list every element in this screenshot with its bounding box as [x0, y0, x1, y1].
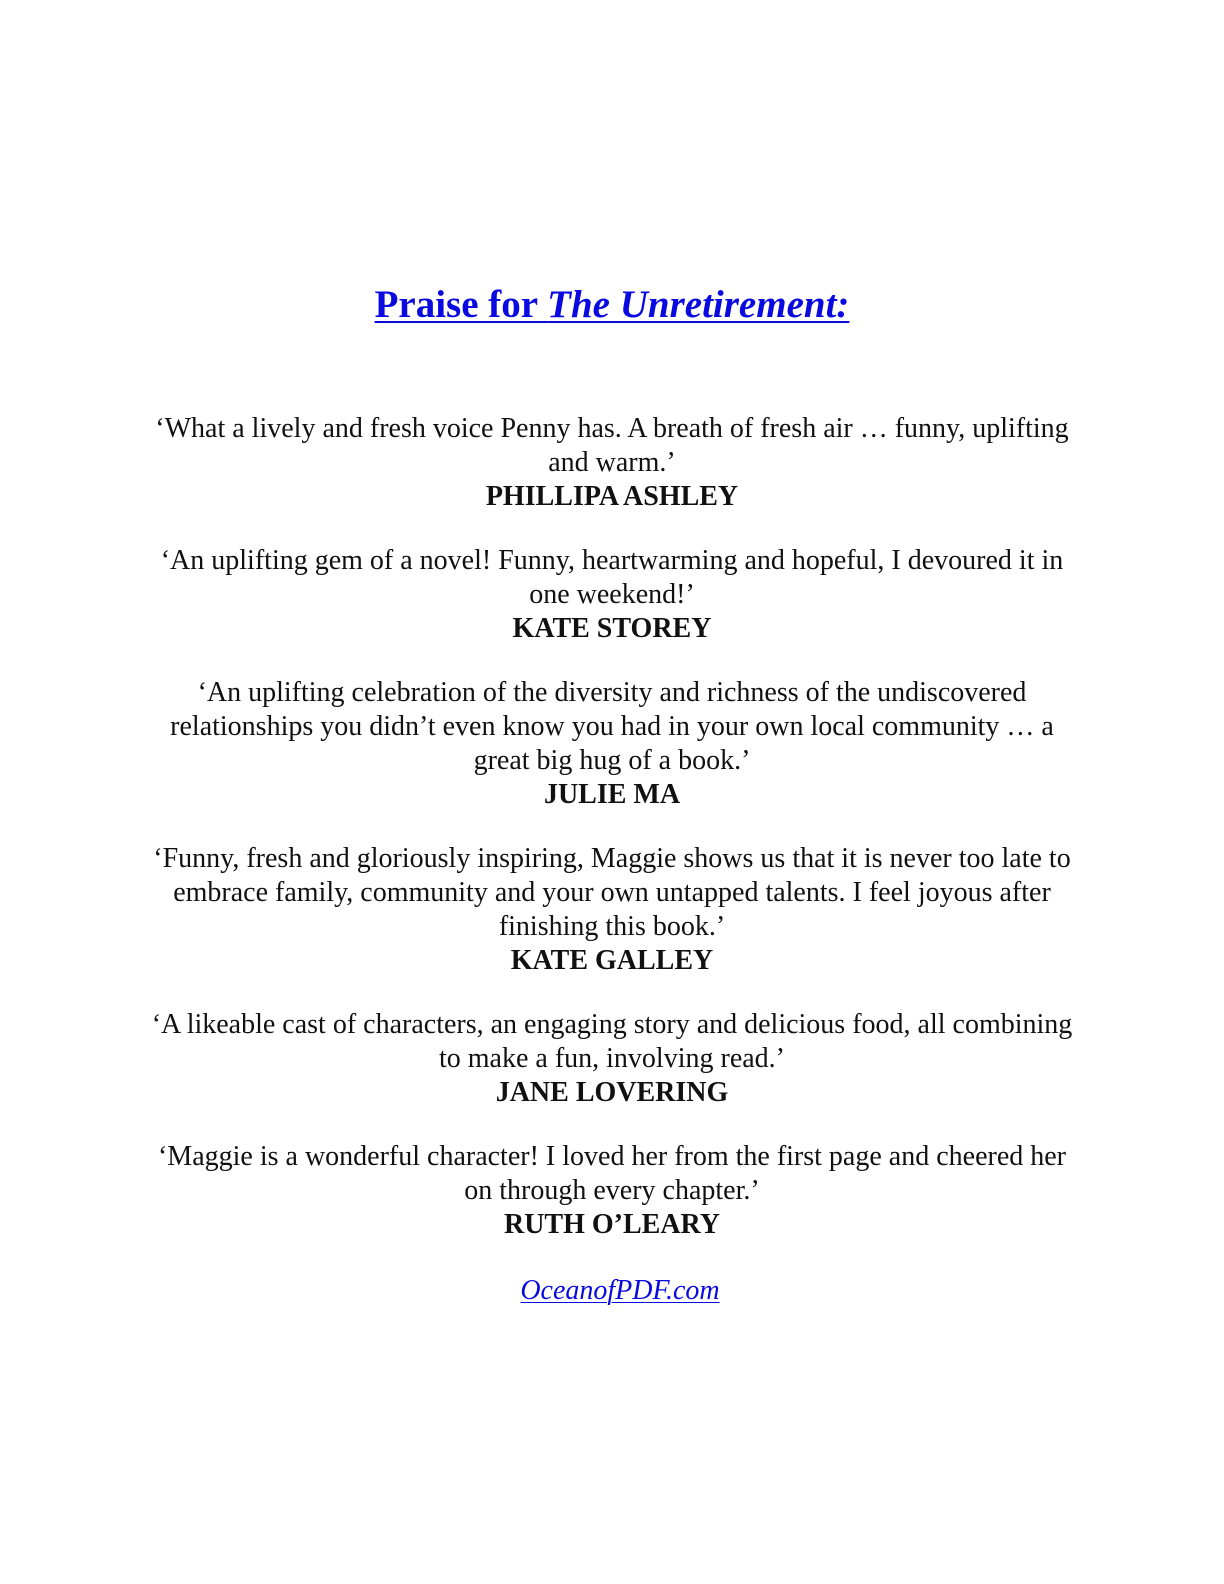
praise-quote — [150, 1008, 1074, 1110]
quote-text: ‘A likeable cast of characters, an engaging story and delicious food, all combining to make a fun, involving read.’ — [151, 1009, 1073, 1074]
page-heading — [0, 282, 1224, 328]
praise-quote — [150, 412, 1074, 514]
quote-text: ‘An uplifting celebration of the diversity and richness of the undiscovered relationships you didn’t even know you had in your own local community … a great big hug of a book.’ — [170, 677, 1054, 776]
heading-prefix: Praise for — [374, 283, 548, 326]
quote-author: KATE GALLEY — [510, 945, 714, 976]
source-link[interactable]: OceanofPDF.com — [520, 1275, 720, 1306]
praise-quotes-list — [150, 412, 1074, 1272]
quote-text: ‘An uplifting gem of a novel! Funny, heartwarming and hopeful, I devoured it in one weekend!’ — [160, 545, 1064, 610]
quote-author: KATE STOREY — [512, 613, 712, 644]
quote-author: JULIE MA — [543, 779, 681, 810]
praise-quote — [150, 676, 1074, 812]
quote-author: JANE LOVERING — [495, 1077, 729, 1108]
quote-text: ‘Funny, fresh and gloriously inspiring, Maggie shows us that it is never too late to embrace family, community and your own untapped talents. I feel joyous after finishing this book.’ — [153, 843, 1071, 942]
quote-text: ‘Maggie is a wonderful character! I loved her from the first page and cheered her on through every chapter.’ — [157, 1141, 1067, 1206]
praise-quote — [150, 842, 1074, 978]
praise-quote — [150, 544, 1074, 646]
quote-author: PHILLIPA ASHLEY — [485, 481, 739, 512]
heading-book-title: The Unretirement: — [547, 283, 850, 326]
quote-text: ‘What a lively and fresh voice Penny has. A breath of fresh air … funny, uplifting and warm.’ — [155, 413, 1069, 478]
praise-quote — [150, 1140, 1074, 1242]
quote-author: RUTH O’LEARY — [503, 1209, 721, 1240]
